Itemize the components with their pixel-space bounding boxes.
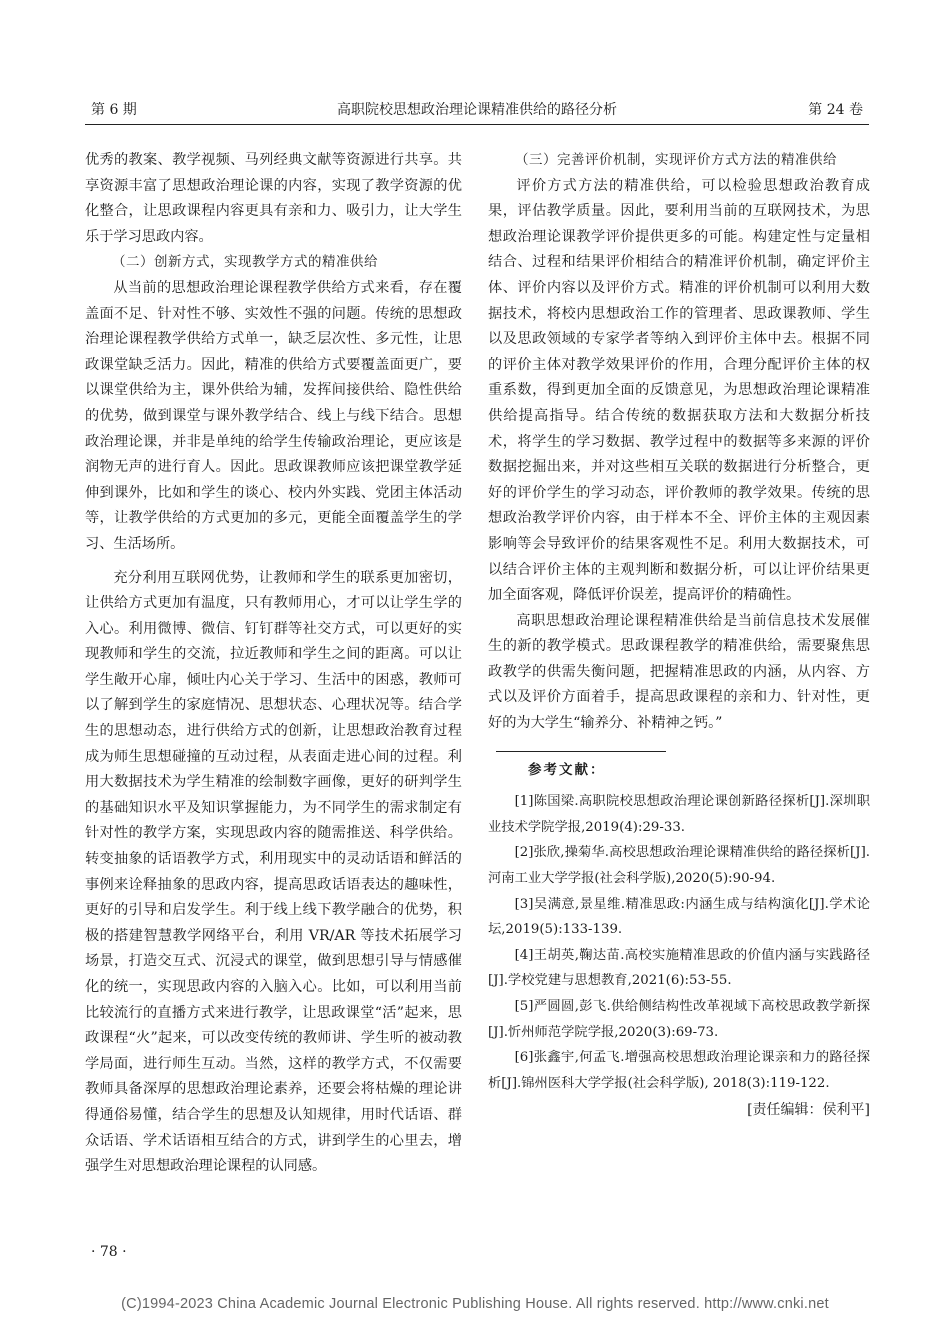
running-header — [85, 96, 869, 120]
responsible-editor: [责任编辑：侯利平] — [747, 1102, 870, 1119]
section-subheading: （二）创新方式，实现教学方式的精准供给 — [112, 254, 378, 271]
paragraph: 高职思想政治理论课程精准供给是当前信息技术发展催生的新的教学模式。思政课程教学的精准供给，需要聚焦思政教学的供需失衡问题，把握精准思政的内涵，从内容、方式以及评价方面着手，提高思政课程的亲和力、针对性，更好的为大学生“输养分、补精神之钙。” — [488, 612, 870, 732]
right-column — [488, 148, 870, 1124]
reference-item: [6]张鑫宇,何孟飞.增强高校思想政治理论课亲和力的路径探析[J].锦州医科大学学报(社会科学版), 2018(3):119-122. — [488, 1050, 870, 1091]
reference-item: [3]吴满意,景星维.精准思政:内涵生成与结构演化[J].学术论坛,2019(5):133-139. — [488, 896, 870, 938]
reference-item: [1]陈国梁.高职院校思想政治理论课创新路径探析[J].深圳职业技术学院学报,2019(4):29-33. — [488, 794, 870, 835]
reference-item: [2]张欣,操菊华.高校思想政治理论课精准供给的路径探析[J].河南工业大学学报(社会科学版),2020(5):90-94. — [488, 845, 870, 887]
references-title: 参考文献： — [528, 761, 606, 778]
left-column — [85, 148, 462, 1180]
running-title: 高职院校思想政治理论课精准供给的路径分析 — [337, 102, 617, 118]
section-subheading: （三）完善评价机制，实现评价方式方法的精准供给 — [515, 152, 837, 168]
issue-number: 第 6 期 — [91, 102, 137, 118]
paragraph: 从当前的思想政治理论课程教学供给方式来看，存在覆盖面不足、针对性不够、实效性不强的问题。传统的思想政治理论课程教学供给方式单一，缺乏层次性、多元性，让思政课堂缺乏活力。因此，精准的供给方式要覆盖面更广，要以课堂供给为主，课外供给为辅，发挥间接供给、隐性供给的优势，做到课堂与课外教学结合、线上与线下结合。思想政治理论课，并非是单纯的给学生传输政治理论，更应该是润物无声的进行育人。因此。思政课教师应该把课堂教学延伸到课外，比如和学生的谈心、校内外实践、党团主体活动等，让教学供给的方式更加的多元，更能全面覆盖学生的学习、生活场所。 — [85, 279, 462, 552]
page-number: · 78 · — [91, 1244, 127, 1260]
reference-item: [5]严圆圆,彭飞.供给侧结构性改革视域下高校思政教学新探[J].忻州师范学院学报,2020(3):69-73. — [488, 999, 870, 1040]
paragraph: 充分利用互联网优势，让教师和学生的联系更加密切，让供给方式更加有温度，只有教师用心，才可以让学生学的入心。利用微博、微信、钉钉群等社交方式，可以更好的实现教师和学生的交流，拉近教师和学生之间的距离。可以让学生敞开心扉，倾吐内心关于学习、生活中的困惑，教师可以了解到学生的家庭情况、思想状态、心理状况等。结合学生的思想动态，进行供给方式的创新，让思想政治教育过程成为师生思想碰撞的互动过程，从表面走进心间的过程。利用大数据技术为学生精准的绘制数字画像，更好的研判学生的基础知识水平及知识掌握能力，为不同学生的需求制定有针对性的教学方案，实现思政内容的随需推送、科学供给。转变抽象的话语教学方式，利用现实中的灵动话语和鲜活的事例来诠释抽象的思政内容，提高思政话语表达的趣味性，更好的引导和启发学生。利于线上线下教学融合的优势，积极的搭建智慧教学网络平台，利用 VR/AR 等技术拓展学习场景，打造交互式、沉浸式的课堂，做到思想引导与情感催化的统一，实现思政内容的入脑入心。比如，可以利用当前比较流行的直播方式来进行教学，让思政课堂“活”起来，思政课程“火”起来，可以改变传统的教师讲、学生听的被动教学局面，进行师生互动。当然，这样的教学方式，不仅需要教师具备深厚的思想政治理论素养，还要会将枯燥的理论讲得通俗易懂，结合学生的思想及认知规律，用时代话语、群众话语、学术话语相互结合的方式，讲到学生的心里去，增强学生对思想政治理论课程的认同感。 — [85, 569, 462, 1175]
reference-item: [4]王胡英,鞠达苗.高校实施精准思政的价值内涵与实践路径[J].学校党建与思想教育,2021(6):53-55. — [488, 947, 870, 989]
references-rule — [496, 751, 666, 752]
header-rule — [85, 124, 869, 125]
paragraph: 优秀的教案、教学视频、马列经典文献等资源进行共享。共享资源丰富了思想政治理论课的内容，实现了教学资源的优化整合，让思政课程内容更具有亲和力、吸引力，让大学生乐于学习思政内容。 — [85, 152, 462, 245]
paragraph: 评价方式方法的精准供给，可以检验思想政治教育成果，评估教学质量。因此，要利用当前的互联网技术，为思想政治理论课教学评价提供更多的可能。构建定性与定量相结合、过程和结果评价相结合的精准评价机制，确定评价主体、评价内容以及评价方式。精准的评价机制可以利用大数据技术，将校内思想政治工作的管理者、思政课教师、学生以及思政领域的专家学者等纳入到评价主体中去。根据不同的评价主体对教学效果评价的作用，合理分配评价主体的权重系数，得到更加全面的反馈意见，为思想政治理论课精准供给提高指导。结合传统的数据获取方法和大数据分析技术，将学生的学习数据、教学过程中的数据等多来源的评价数据挖掘出来，并对这些相互关联的数据进行分析整合，更好的评价学生的学习动态，评价教师的教学效果。传统的思想政治教学评价内容，由于样本不全、评价主体的主观因素影响等会导致评价的结果客观性不足。利用大数据技术，可以结合评价主体的主观判断和数据分析，可以让评价结果更加全面客观，降低评价误差，提高评价的精确性。 — [488, 177, 870, 604]
copyright-footer: (C)1994-2023 China Academic Journal Electronic Publishing House. All rights reserved. http://www.cnki.net — [121, 1296, 829, 1312]
volume-number: 第 24 卷 — [808, 102, 863, 118]
